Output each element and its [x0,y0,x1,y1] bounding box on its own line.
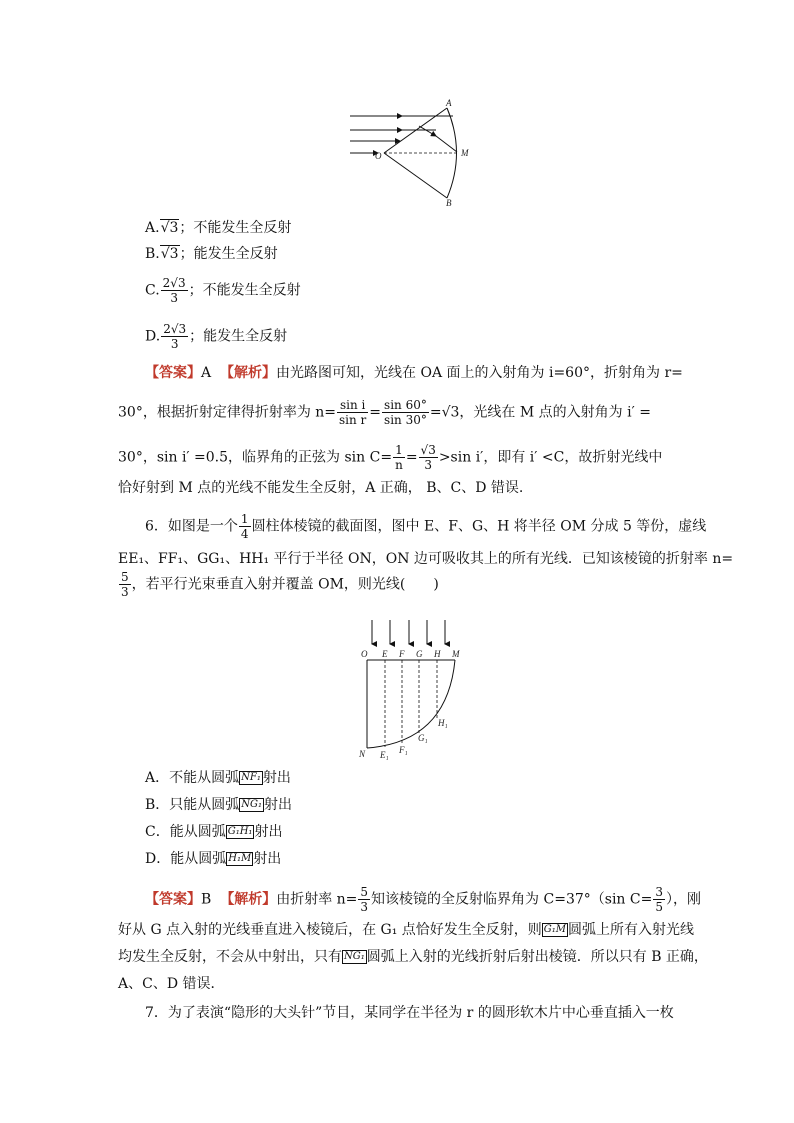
q5-option-b[interactable]: B.√3；能发生全反射 [145,246,278,262]
label-G1: G₁ [418,733,428,743]
label-M: M [452,649,460,659]
label-N: N [359,749,366,759]
fraction: $\frac{1}{n}$ [395,443,403,472]
fraction: $\frac{3}{5}$ [655,885,663,914]
label-E: E [382,649,388,659]
q6-option-c[interactable]: C．能从圆弧 G₁H₁ 射出 [145,824,283,840]
q6-stem-line1: 6．如图是一个 $\frac{1}{4}$ 圆柱体棱镜的截面图，图中 E、F、G、H 将半径 OM 分成 5 等份，虚线 [145,512,707,541]
label-M: M [461,148,469,158]
q6-option-b[interactable]: B．只能从圆弧 NG₁ 射出 [145,797,293,813]
fraction: $\frac{\text{sin i}}{\text{sin r}}$ [339,398,367,427]
fraction: $\frac{\sin 60^\circ}{\sin 30^\circ}$ [384,398,427,427]
q6-stem-line3: $\frac{5}{3}$ ，若平行光束垂直入射并覆盖 OM，则光线( ) [121,570,439,599]
label-H: H [434,649,441,659]
label-A: A [446,98,452,108]
q5-option-c[interactable]: C. $\frac{2√3}{3}$ ；不能发生全反射 [145,276,301,305]
label-H1: H₁ [438,718,448,728]
label-G: G [416,649,423,659]
q5-option-d[interactable]: D. $\frac{2√3}{3}$ ；能发生全反射 [145,322,288,351]
q6-solution-line2: 好从 G 点入射的光线垂直进入棱镜后，在 G₁ 点恰好发生全反射，则 G₁M 圆弧上所有入射光线 [118,922,695,938]
fraction: $\frac{1}{4}$ [240,512,249,541]
q5-solution-line3: 30°，sin i′ =0.5，临界角的正弦为 sin C= $\frac{1}{n}$ = $\frac{√3}{3}$ >sin i′，即有 i′ <C，故折射光线中 [118,443,663,472]
fraction: $\frac{5}{3}$ [360,885,369,914]
q5-solution-line2: 30°，根据折射定律得折射率为 n= $\frac{\text{sin i}}{\text{sin r}}$ = $\frac{\sin 60^\circ}{\sin 30^\circ}$ =√3，光线在 M 点的入射角为 i′ = [118,398,651,427]
fraction: $\frac{√3}{3}$ [420,443,436,472]
q6-stem-line2: EE₁、FF₁、GG₁、HH₁ 平行于半径 ON，ON 边可吸收其上的所有光线．已知该棱镜的折射率 n= [118,551,734,567]
label-O: O [361,649,368,659]
q5-solution-line1: 【答案】A 【解析】由光路图可知，光线在 OA 面上的入射角为 i=60°，折射角为 r= [145,365,683,381]
label-B: B [446,198,452,208]
label-F: F [399,649,405,659]
q6-solution-line1: 【答案】B 【解析】由折射率 n= $\frac{5}{3}$ 知该棱镜的全反射临界角为 C=37°（sin C= $\frac{3}{5}$ ），刚 [145,885,701,914]
fraction: $\frac{2√3}{3}$ [163,322,187,351]
figure-sector-diagram [340,96,490,208]
q5-option-a[interactable]: A.√3；不能发生全反射 [145,220,292,236]
fraction: $\frac{5}{3}$ [121,570,129,599]
q6-option-d[interactable]: D．能从圆弧 H₁M 射出 [145,851,282,867]
q6-solution-line4: A、C、D 错误． [118,976,225,992]
fraction: $\frac{2√3}{3}$ [162,276,186,305]
q6-option-a[interactable]: A．不能从圆弧 NF₁ 射出 [145,770,291,786]
label-E1: E₁ [380,750,389,760]
q7-stem-line1: 7．为了表演“隐形的大头针”节目，某同学在半径为 r 的圆形软木片中心垂直插入一枚 [145,1005,674,1021]
label-O: O [375,151,382,161]
q5-solution-line4: 恰好射到 M 点的光线不能发生全反射，A 正确， B、C、D 错误. [118,480,524,496]
figure-quarter-cylinder-prism [355,616,475,762]
q6-solution-line3: 均发生全反射，不会从中射出，只有 NG₁ 圆弧上入射的光线折射后射出棱镜．所以只有 B 正确， [118,949,708,965]
label-F1: F₁ [399,745,408,755]
